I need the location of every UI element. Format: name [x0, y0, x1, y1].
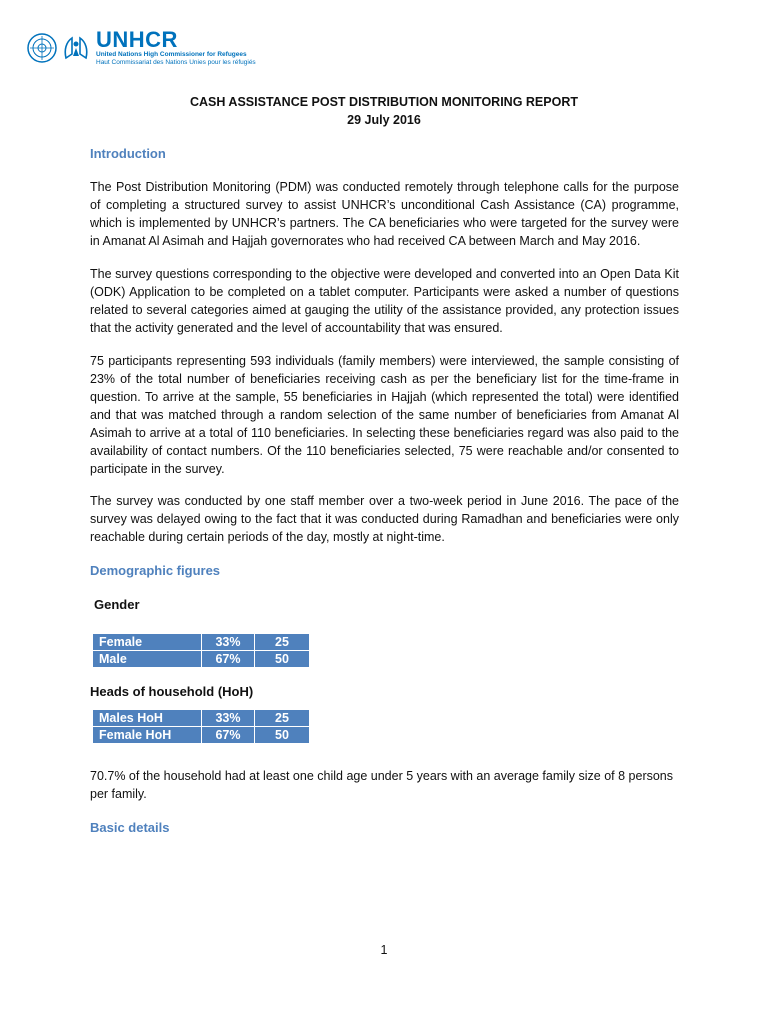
hoh-row-label: Males HoH [93, 710, 202, 727]
table-row [93, 634, 310, 651]
hoh-row-percent: 67% [202, 727, 255, 744]
gender-row-percent: 67% [202, 651, 255, 668]
hoh-table [92, 709, 310, 744]
report-title: CASH ASSISTANCE POST DISTRIBUTION MONITORING REPORT [190, 95, 578, 109]
introduction-heading: Introduction [90, 146, 166, 161]
report-date: 29 July 2016 [347, 113, 421, 127]
gender-label: Gender [94, 597, 140, 612]
hoh-row-count: 25 [255, 710, 310, 727]
intro-paragraph-4: The survey was conducted by one staff member over a two-week period in June 2016. The pace of the survey was delayed owing to the fact that it was conducted during Ramadhan and beneficiaries were only reachable during certain periods of the day, mostly at night-time. [90, 494, 679, 544]
page-number: 1 [380, 943, 388, 957]
logo-line-fr: Haut Commissariat des Nations Unies pour les réfugiés [96, 59, 256, 66]
gender-row-count: 50 [255, 651, 310, 668]
hoh-label: Heads of household (HoH) [90, 684, 254, 699]
gender-row-percent: 33% [202, 634, 255, 651]
logo-line-en: United Nations High Commissioner for Refugees [96, 51, 247, 58]
un-emblem-icon [26, 32, 58, 64]
unhcr-logo [26, 28, 256, 68]
hoh-row-count: 50 [255, 727, 310, 744]
logo-name: UNHCR [96, 27, 178, 52]
demographics-heading: Demographic figures [90, 563, 221, 578]
household-note: 70.7% of the household had at least one child age under 5 years with an average family size of 8 persons per family. [90, 769, 674, 801]
intro-paragraph-2: The survey questions corresponding to the objective were developed and converted into an Open Data Kit (ODK) Application to be completed on a tablet computer. Participants were asked a number of questions related to several categories aimed at gauging the utility of the assistance provided, any protection issues that the activity generated and the level of accountability that was ensured. [90, 267, 679, 335]
gender-table [92, 633, 310, 668]
unhcr-hands-icon [60, 32, 92, 64]
table-row [93, 710, 310, 727]
intro-paragraph-3: 75 participants representing 593 individuals (family members) were interviewed, the sample consisting of 23% of the total number of beneficiaries receiving cash as per the beneficiary list for the time-frame in question. To arrive at the sample, 55 beneficiaries in Hajjah (which represented the total) were identified and that was matched through a random selection of the same number of beneficiaries from Amanat Al Asimah to arrive at a total of 110 beneficiaries. In selecting these beneficiaries regard was also paid to the availability of contact numbers. Of the 110 beneficiaries selected, 75 were reachable and/or consented to participate in the survey. [90, 354, 679, 476]
hoh-row-label: Female HoH [93, 727, 202, 744]
gender-row-label: Female [93, 634, 202, 651]
intro-paragraph-1: The Post Distribution Monitoring (PDM) was conducted remotely through telephone calls for the purpose of completing a structured survey to assist UNHCR’s unconditional Cash Assistance (CA) programme, which is implemented by UNHCR’s partners. The CA beneficiaries who were targeted for the survey were in Amanat Al Asimah and Hajjah governorates who had received CA between March and May 2016. [90, 180, 679, 248]
table-row [93, 651, 310, 668]
basic-details-heading: Basic details [90, 820, 170, 835]
table-row [93, 727, 310, 744]
hoh-row-percent: 33% [202, 710, 255, 727]
report-title-block [0, 93, 768, 129]
gender-row-label: Male [93, 651, 202, 668]
gender-row-count: 25 [255, 634, 310, 651]
